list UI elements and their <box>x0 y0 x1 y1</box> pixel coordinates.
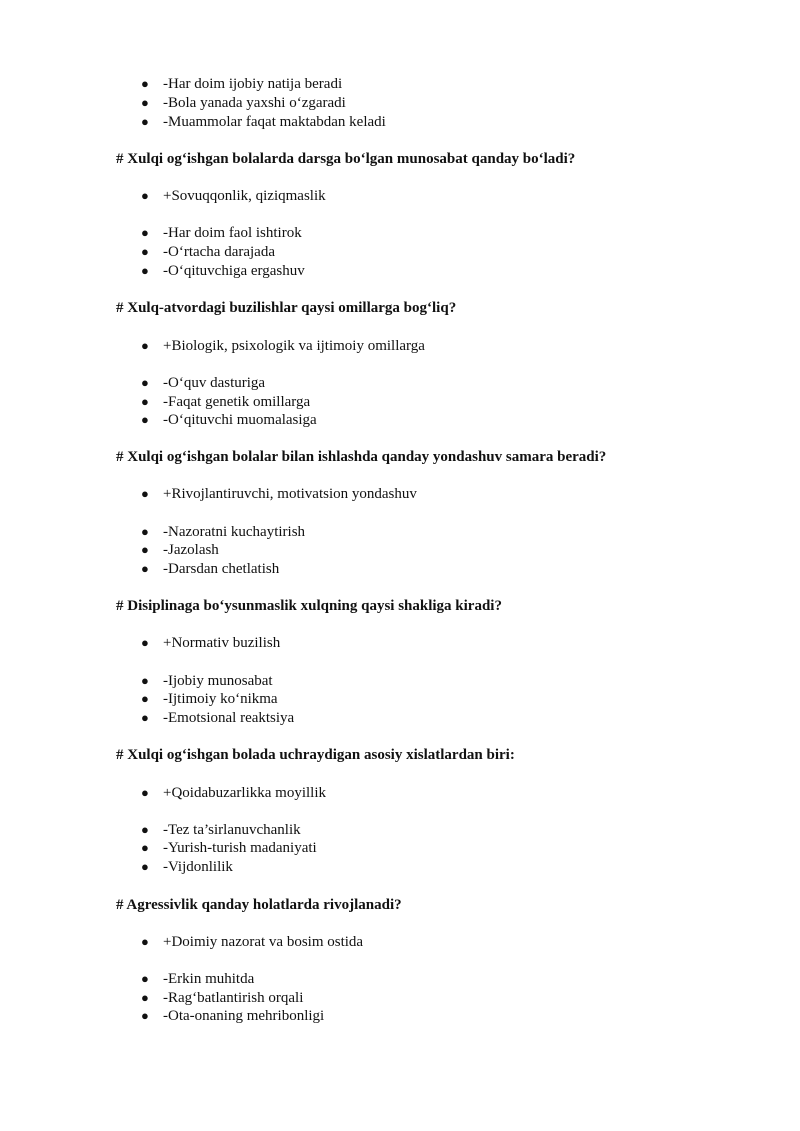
question-title: # Xulqi og‘ishgan bolalar bilan ishlashda qanday yondashuv samara beradi? <box>116 449 607 465</box>
wrong-answer: ● -Emotsional reaktsiya <box>141 710 295 726</box>
bullet-icon: ● <box>141 338 149 353</box>
bullet-icon: ● <box>141 486 149 501</box>
wrong-answer: ● -Yurish-turish madaniyati <box>141 840 317 856</box>
correct-answer: ● +Rivojlantiruvchi, motivatsion yondashuv <box>141 486 417 502</box>
bullet-icon: ● <box>141 394 149 409</box>
bullet-icon: ● <box>141 1008 149 1023</box>
bullet-icon: ● <box>141 263 149 278</box>
wrong-answer: ● -O‘quv dasturiga <box>141 375 266 391</box>
wrong-answer: ● -O‘rtacha darajada <box>141 244 276 260</box>
correct-answer: ● +Normativ buzilish <box>141 635 281 651</box>
question-title: # Xulq-atvordagi buzilishlar qaysi omillarga bog‘liq? <box>116 300 457 316</box>
question-title: # Disiplinaga bo‘ysunmaslik xulqning qaysi shakliga kiradi? <box>116 598 502 614</box>
bullet-icon: ● <box>141 990 149 1005</box>
wrong-answer: ● -Nazoratni kuchaytirish <box>141 524 306 540</box>
bullet-icon: ● <box>141 859 149 874</box>
bullet-icon: ● <box>141 635 149 650</box>
wrong-answer: ● -Har doim faol ishtirok <box>141 225 302 241</box>
list-item: ● -Bola yanada yaxshi o‘zgaradi <box>141 95 346 111</box>
bullet-icon: ● <box>141 691 149 706</box>
wrong-answer: ● -Faqat genetik omillarga <box>141 394 311 410</box>
correct-answer: ● +Biologik, psixologik va ijtimoiy omillarga <box>141 338 425 354</box>
wrong-answer: ● -O‘qituvchi muomalasiga <box>141 412 317 428</box>
bullet-icon: ● <box>141 188 149 203</box>
bullet-icon: ● <box>141 524 149 539</box>
bullet-icon: ● <box>141 971 149 986</box>
wrong-answer: ● -Ijobiy munosabat <box>141 673 273 689</box>
wrong-answer: ● -O‘qituvchiga ergashuv <box>141 263 305 279</box>
wrong-answer: ● -Vijdonlilik <box>141 859 233 875</box>
correct-answer: ● +Doimiy nazorat va bosim ostida <box>141 934 364 950</box>
bullet-icon: ● <box>141 95 149 110</box>
wrong-answer: ● -Darsdan chetlatish <box>141 561 280 577</box>
question-title: # Xulqi og‘ishgan bolada uchraydigan asosiy xislatlardan biri: <box>116 747 515 763</box>
list-item: ● -Har doim ijobiy natija beradi <box>141 76 343 92</box>
bullet-icon: ● <box>141 114 149 129</box>
list-item: ● -Muammolar faqat maktabdan keladi <box>141 114 386 130</box>
bullet-icon: ● <box>141 934 149 949</box>
correct-answer: ● +Qoidabuzarlikka moyillik <box>141 785 327 801</box>
wrong-answer: ● -Erkin muhitda <box>141 971 255 987</box>
bullet-icon: ● <box>141 673 149 688</box>
wrong-answer: ● -Ota-onaning mehribonligi <box>141 1008 325 1024</box>
wrong-answer: ● -Tez ta’sirlanuvchanlik <box>141 822 301 838</box>
bullet-icon: ● <box>141 785 149 800</box>
question-title: # Agressivlik qanday holatlarda rivojlanadi? <box>116 897 402 913</box>
bullet-icon: ● <box>141 840 149 855</box>
question-title: # Xulqi og‘ishgan bolalarda darsga bo‘lgan munosabat qanday bo‘ladi? <box>116 151 576 167</box>
bullet-icon: ● <box>141 225 149 240</box>
correct-answer: ● +Sovuqqonlik, qiziqmaslik <box>141 188 326 204</box>
wrong-answer: ● -Jazolash <box>141 542 219 558</box>
bullet-icon: ● <box>141 76 149 91</box>
bullet-icon: ● <box>141 822 149 837</box>
wrong-answer: ● -Ijtimoiy ko‘nikma <box>141 691 278 707</box>
bullet-icon: ● <box>141 244 149 259</box>
bullet-icon: ● <box>141 542 149 557</box>
bullet-icon: ● <box>141 561 149 576</box>
bullet-icon: ● <box>141 412 149 427</box>
bullet-icon: ● <box>141 375 149 390</box>
wrong-answer: ● -Rag‘batlantirish orqali <box>141 990 304 1006</box>
bullet-icon: ● <box>141 710 149 725</box>
